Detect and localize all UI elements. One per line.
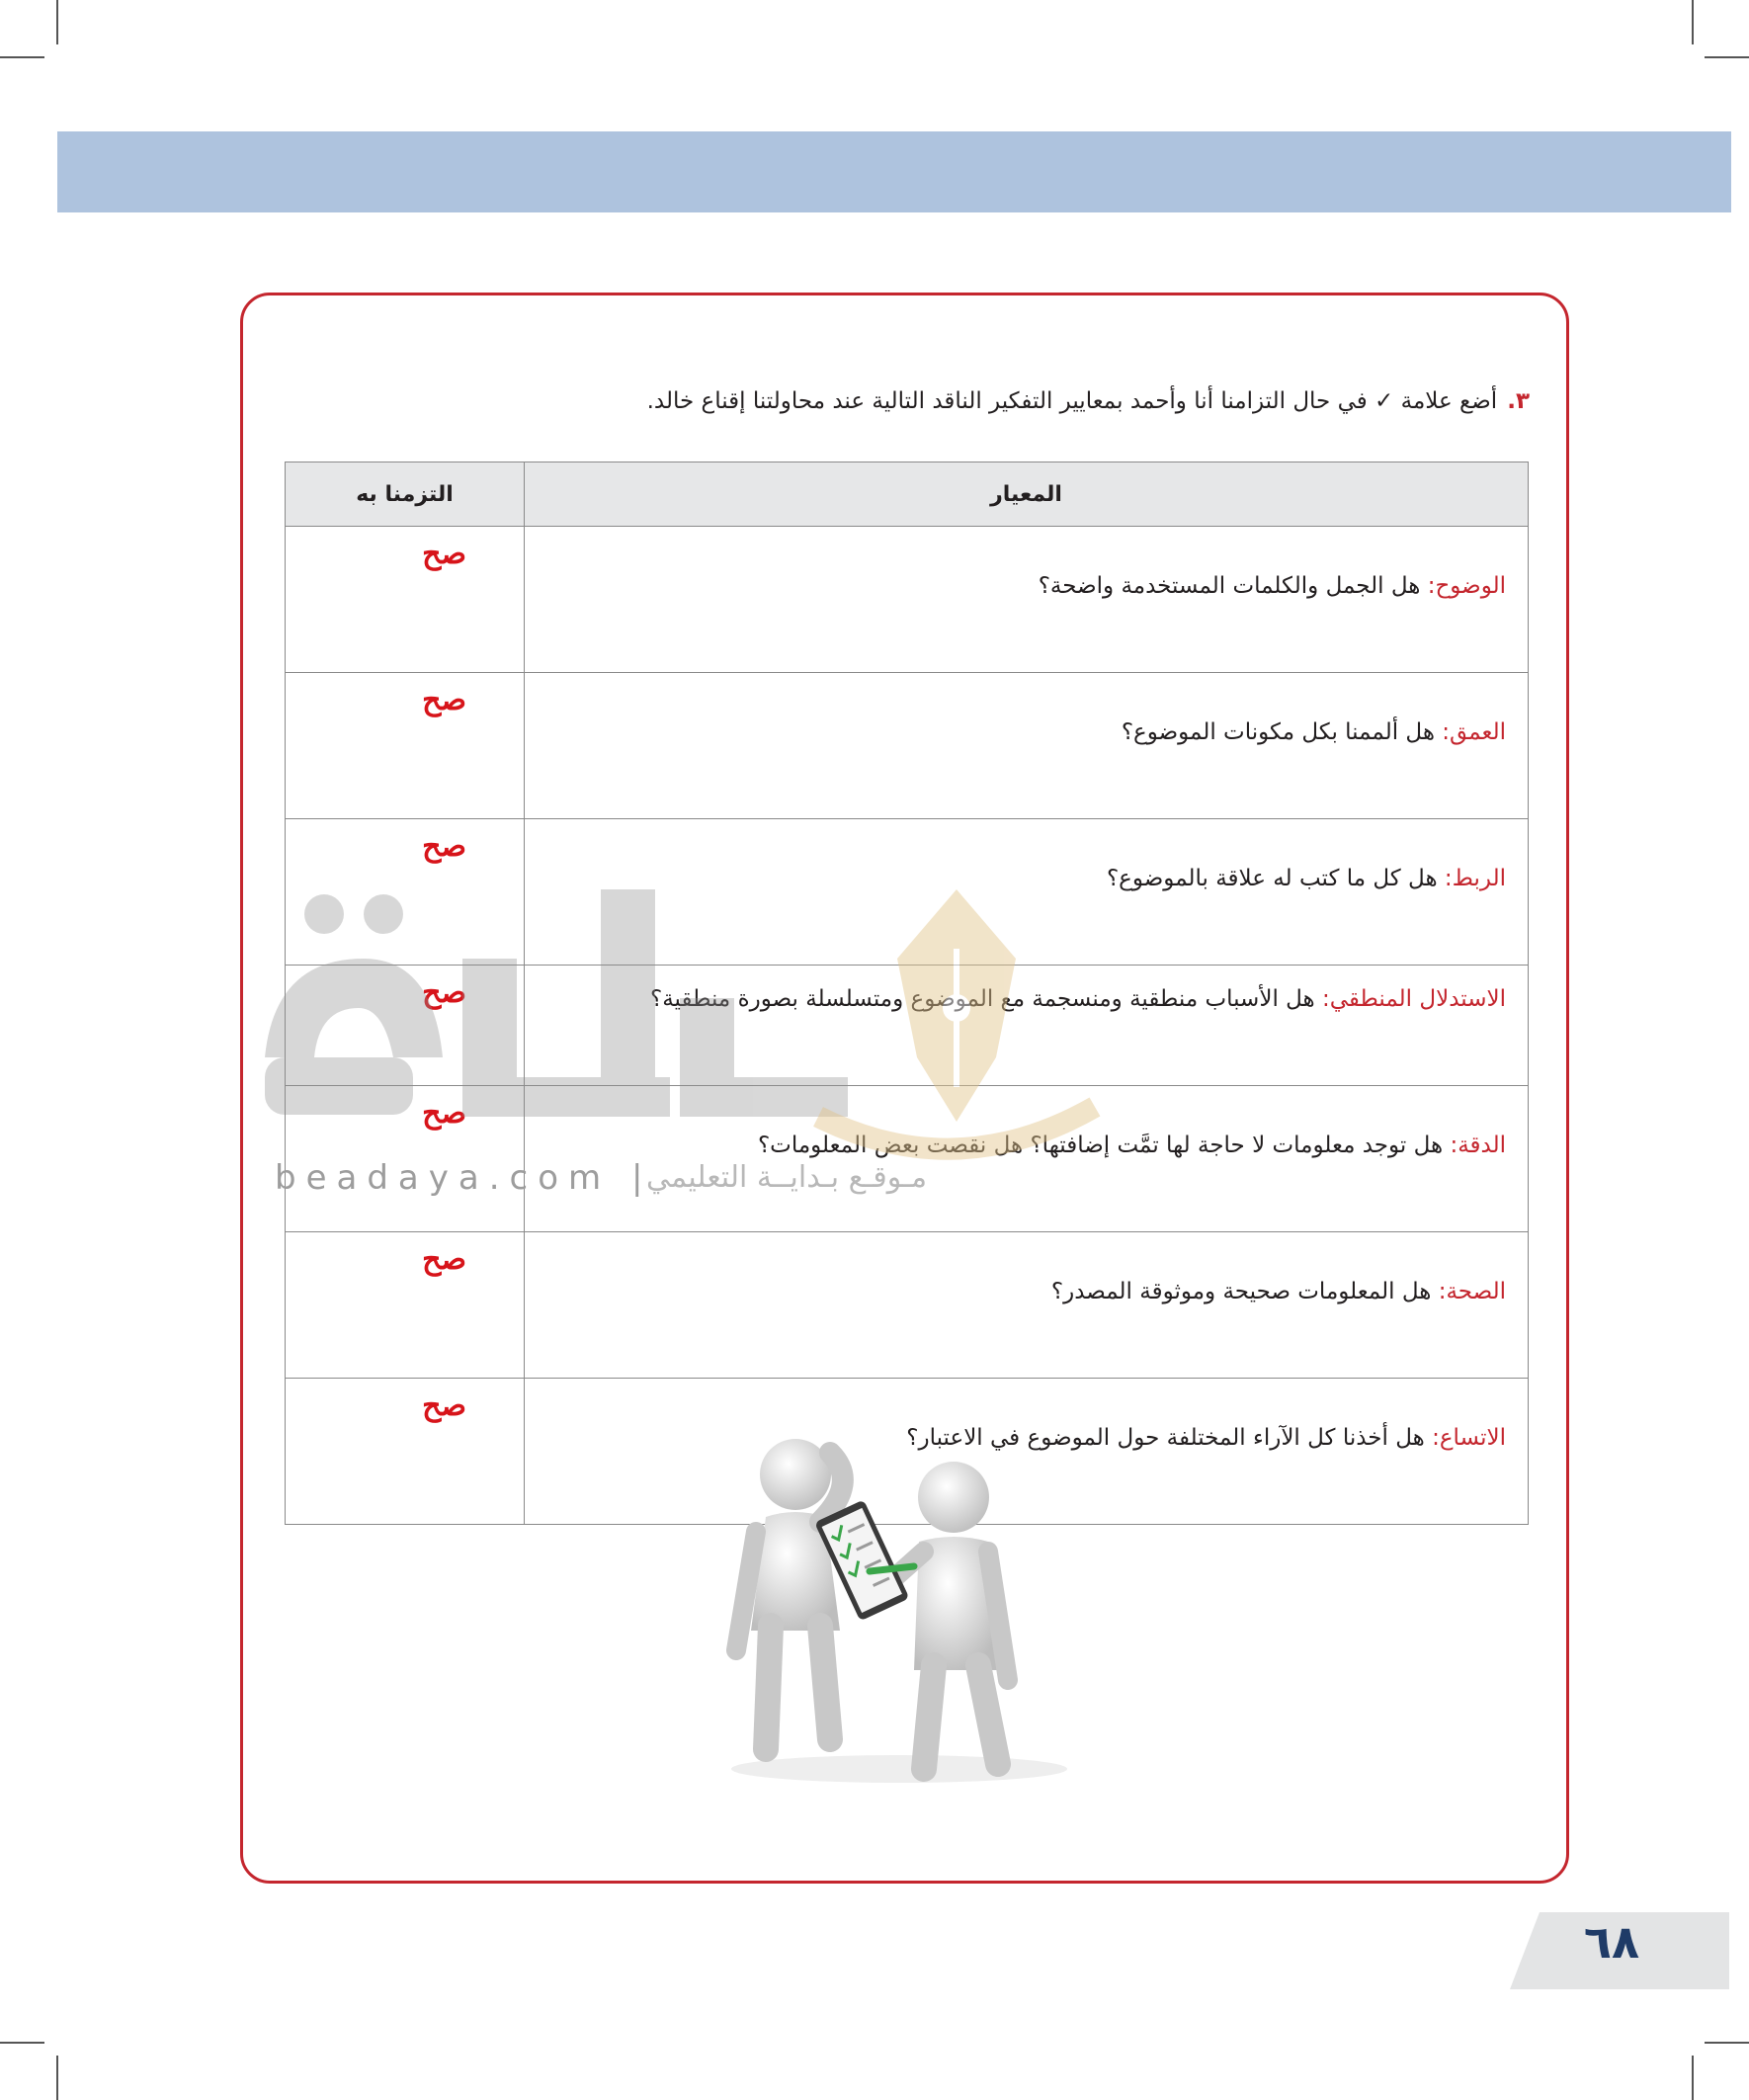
- answer-mark: صح: [422, 537, 466, 571]
- criterion-question: هل الجمل والكلمات المستخدمة واضحة؟: [1038, 573, 1428, 599]
- header-committed: التزمنا به: [286, 462, 525, 527]
- criterion-question: هل توجد معلومات لا حاجة لها تمَّت إضافتها؟ هل نقصت بعض المعلومات؟: [757, 1133, 1451, 1158]
- instruction: [647, 388, 1530, 414]
- answer-mark: صح: [422, 975, 466, 1010]
- crop-mark: [0, 2042, 44, 2044]
- criterion-cell: [525, 966, 1529, 1086]
- answer-cell[interactable]: [286, 1232, 525, 1379]
- answer-mark: صح: [422, 1096, 466, 1131]
- answer-mark: صح: [422, 1242, 466, 1277]
- criterion-question: هل كل ما كتب له علاقة بالموضوع؟: [1106, 866, 1445, 891]
- table-row: [286, 1232, 1529, 1379]
- answer-cell[interactable]: [286, 1379, 525, 1525]
- criterion-question: هل الأسباب منطقية ومنسجمة مع الموضوع ومتسلسلة بصورة منطقية؟: [650, 986, 1322, 1012]
- watermark-arabic: مـوقـع بـدايــة التعليمي: [646, 1160, 928, 1195]
- criterion-cell: [525, 1232, 1529, 1379]
- criterion-cell: [525, 673, 1529, 819]
- criterion-question: هل أخذنا كل الآراء المختلفة حول الموضوع في الاعتبار؟: [906, 1425, 1433, 1451]
- criterion-term: الاستدلال المنطقي:: [1322, 986, 1506, 1012]
- table-row: [286, 966, 1529, 1086]
- answer-cell[interactable]: [286, 819, 525, 966]
- crop-mark: [1692, 0, 1694, 44]
- criteria-table: [285, 462, 1529, 1525]
- answer-mark: صح: [422, 829, 466, 864]
- instruction-text: أضع علامة ✓ في حال التزامنا أنا وأحمد بمعايير التفكير الناقد التالية عند محاولتنا إقناع خالد.: [646, 388, 1498, 414]
- criterion-term: الصحة:: [1438, 1279, 1506, 1304]
- crop-mark: [1705, 2042, 1749, 2044]
- criterion-cell: [525, 819, 1529, 966]
- criterion-question: هل المعلومات صحيحة وموثوقة المصدر؟: [1050, 1279, 1439, 1304]
- criterion-term: الوضوح:: [1427, 573, 1506, 599]
- page-number: ٦٨: [1583, 1915, 1640, 1969]
- answer-cell[interactable]: [286, 673, 525, 819]
- criterion-term: الاتساع:: [1432, 1425, 1506, 1451]
- header-criterion: المعيار: [525, 462, 1529, 527]
- table-row: [286, 527, 1529, 673]
- instruction-number: ٣.: [1507, 388, 1530, 414]
- crop-mark: [0, 56, 44, 58]
- criterion-term: العمق:: [1442, 719, 1506, 745]
- watermark-site: beadaya.com |: [275, 1158, 653, 1198]
- table-row: [286, 673, 1529, 819]
- crop-mark: [56, 0, 58, 44]
- criterion-term: الدقة:: [1450, 1133, 1506, 1158]
- answer-mark: صح: [422, 683, 466, 717]
- criterion-question: هل ألممنا بكل مكونات الموضوع؟: [1121, 719, 1443, 745]
- table-row: [286, 819, 1529, 966]
- header-band: [57, 131, 1731, 212]
- table-header-row: [286, 462, 1529, 527]
- crop-mark: [1705, 56, 1749, 58]
- people-checklist-illustration: [711, 1423, 1077, 1789]
- answer-cell[interactable]: [286, 966, 525, 1086]
- criterion-cell: [525, 527, 1529, 673]
- answer-cell[interactable]: [286, 527, 525, 673]
- crop-mark: [1692, 2056, 1694, 2100]
- crop-mark: [56, 2056, 58, 2100]
- criterion-term: الربط:: [1444, 866, 1506, 891]
- answer-mark: صح: [422, 1388, 466, 1423]
- criterion-cell: [525, 1086, 1529, 1232]
